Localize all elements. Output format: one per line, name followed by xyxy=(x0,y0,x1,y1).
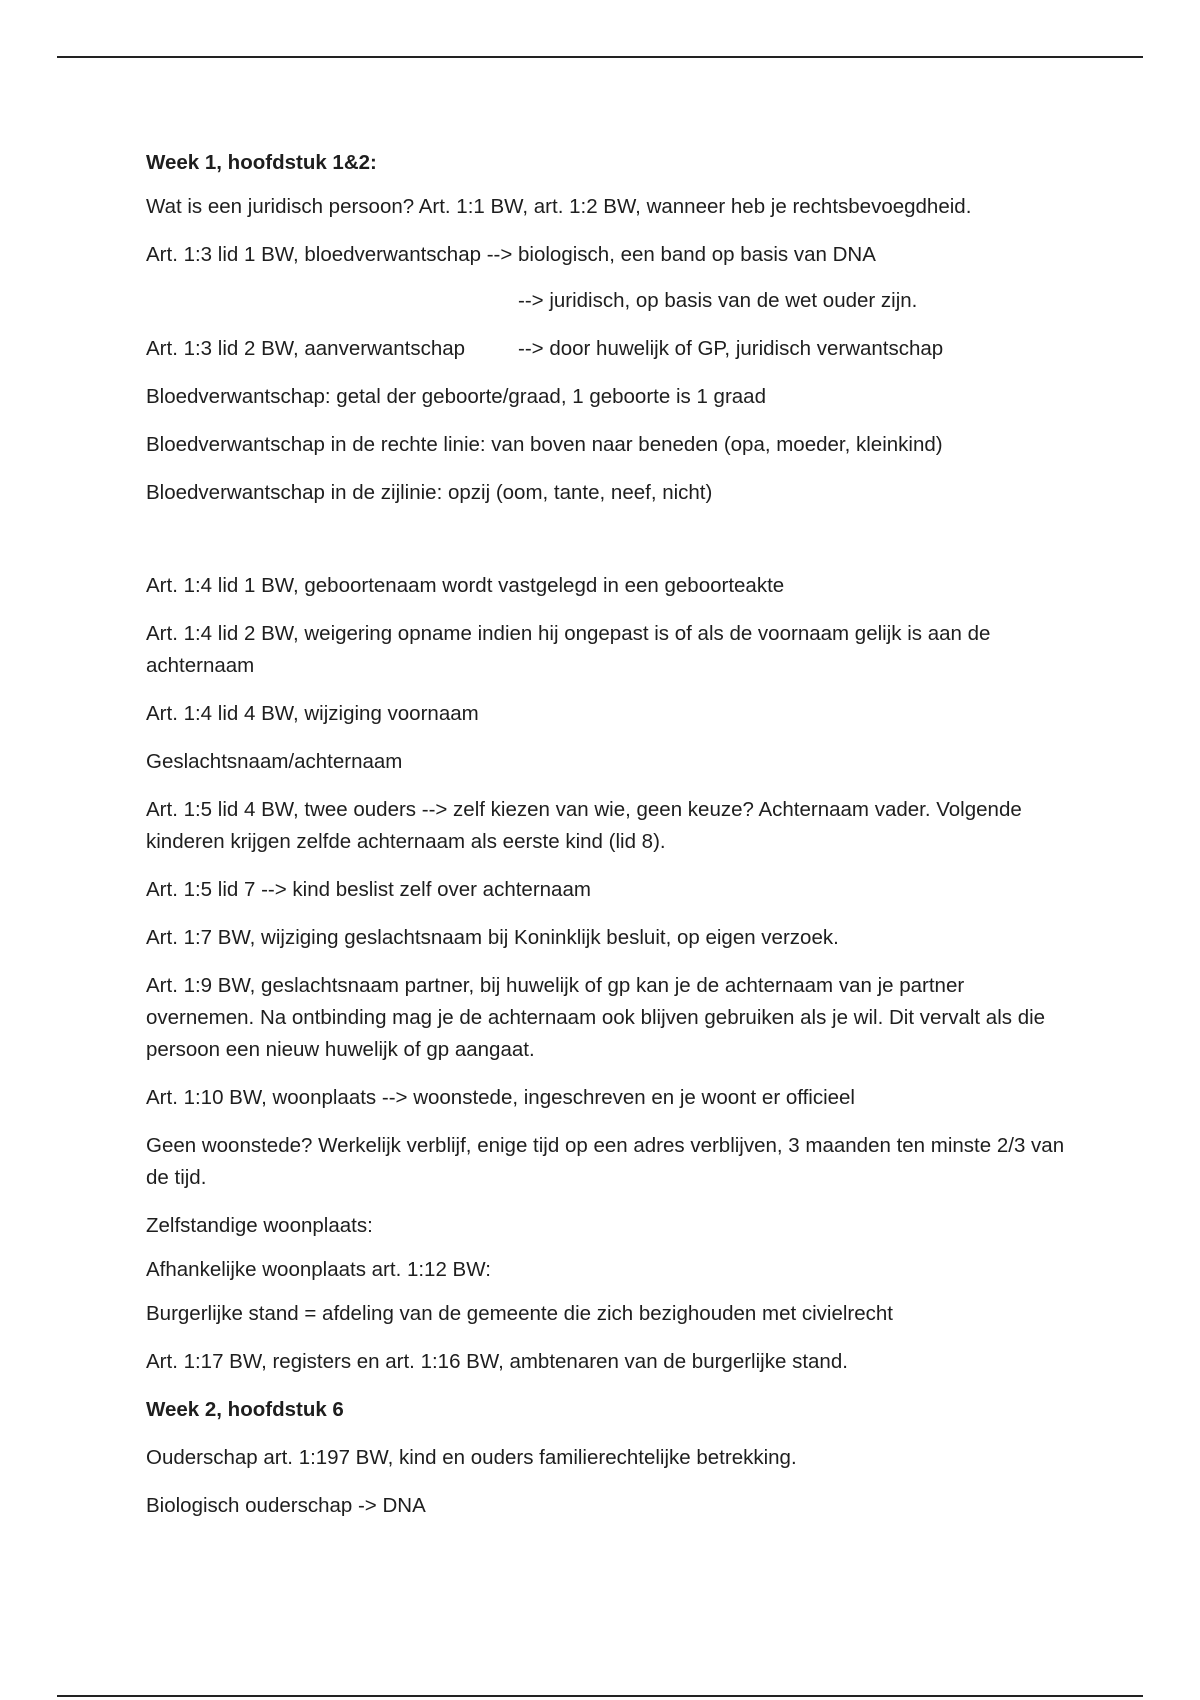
paragraph: Bloedverwantschap in de rechte linie: van boven naar beneden (opa, moeder, kleinkind) xyxy=(146,433,943,456)
bottom-rule xyxy=(57,1695,1143,1697)
paragraph: Burgerlijke stand = afdeling van de gemeente die zich bezighouden met civielrecht xyxy=(146,1302,893,1325)
paragraph: Art. 1:9 BW, geslachtsnaam partner, bij huwelijk of gp kan je de achternaam van je partner overnemen. Na ontbinding mag je de achternaam ook blijven gebruiken als je wil. Dit vervalt als die persoon een nieuw huwelijk of gp aangaat. xyxy=(146,974,1046,1061)
paragraph: Art. 1:3 lid 1 BW, bloedverwantschap --> biologisch, een band op basis van DNA xyxy=(146,243,876,266)
paragraph: Geslachtsnaam/achternaam xyxy=(146,750,403,773)
paragraph: Art. 1:4 lid 4 BW, wijziging voornaam xyxy=(146,702,479,725)
heading-week-2: Week 2, hoofdstuk 6 xyxy=(146,1398,344,1421)
paragraph: Art. 1:4 lid 1 BW, geboortenaam wordt vastgelegd in een geboorteakte xyxy=(146,574,785,597)
paragraph-pair xyxy=(146,333,1066,365)
paragraph-indented: --> juridisch, op basis van de wet ouder zijn. xyxy=(518,289,918,312)
paragraph: Bloedverwantschap in de zijlinie: opzij (oom, tante, neef, nicht) xyxy=(146,481,713,504)
paragraph: Wat is een juridisch persoon? Art. 1:1 BW, art. 1:2 BW, wanneer heb je rechtsbevoegdheid. xyxy=(146,195,972,218)
paragraph: Art. 1:17 BW, registers en art. 1:16 BW, ambtenaren van de burgerlijke stand. xyxy=(146,1350,848,1373)
top-rule xyxy=(57,56,1143,58)
paragraph-left: Art. 1:3 lid 2 BW, aanverwantschap xyxy=(146,337,466,360)
paragraph-right: --> door huwelijk of GP, juridisch verwantschap xyxy=(518,337,944,360)
paragraph: Art. 1:7 BW, wijziging geslachtsnaam bij Koninklijk besluit, op eigen verzoek. xyxy=(146,926,839,949)
paragraph: Art. 1:5 lid 7 --> kind beslist zelf over achternaam xyxy=(146,878,591,901)
paragraph: Ouderschap art. 1:197 BW, kind en ouders familierechtelijke betrekking. xyxy=(146,1446,797,1469)
paragraph: Geen woonstede? Werkelijk verblijf, enige tijd op een adres verblijven, 3 maanden ten minste 2/3 van de tijd. xyxy=(146,1134,1065,1189)
paragraph: Art. 1:4 lid 2 BW, weigering opname indien hij ongepast is of als de voornaam gelijk is aan de achternaam xyxy=(146,622,991,677)
paragraph: Art. 1:5 lid 4 BW, twee ouders --> zelf kiezen van wie, geen keuze? Achternaam vader. Volgende kinderen krijgen zelfde achternaam als eerste kind (lid 8). xyxy=(146,798,1022,853)
document-body xyxy=(146,147,1066,1538)
paragraph: Bloedverwantschap: getal der geboorte/graad, 1 geboorte is 1 graad xyxy=(146,385,766,408)
heading-week-1: Week 1, hoofdstuk 1&2: xyxy=(146,151,377,174)
spacer xyxy=(146,525,1066,570)
paragraph: Afhankelijke woonplaats art. 1:12 BW: xyxy=(146,1258,491,1281)
paragraph: Zelfstandige woonplaats: xyxy=(146,1214,373,1237)
paragraph: Biologisch ouderschap -> DNA xyxy=(146,1494,426,1517)
paragraph: Art. 1:10 BW, woonplaats --> woonstede, ingeschreven en je woont er officieel xyxy=(146,1086,855,1109)
